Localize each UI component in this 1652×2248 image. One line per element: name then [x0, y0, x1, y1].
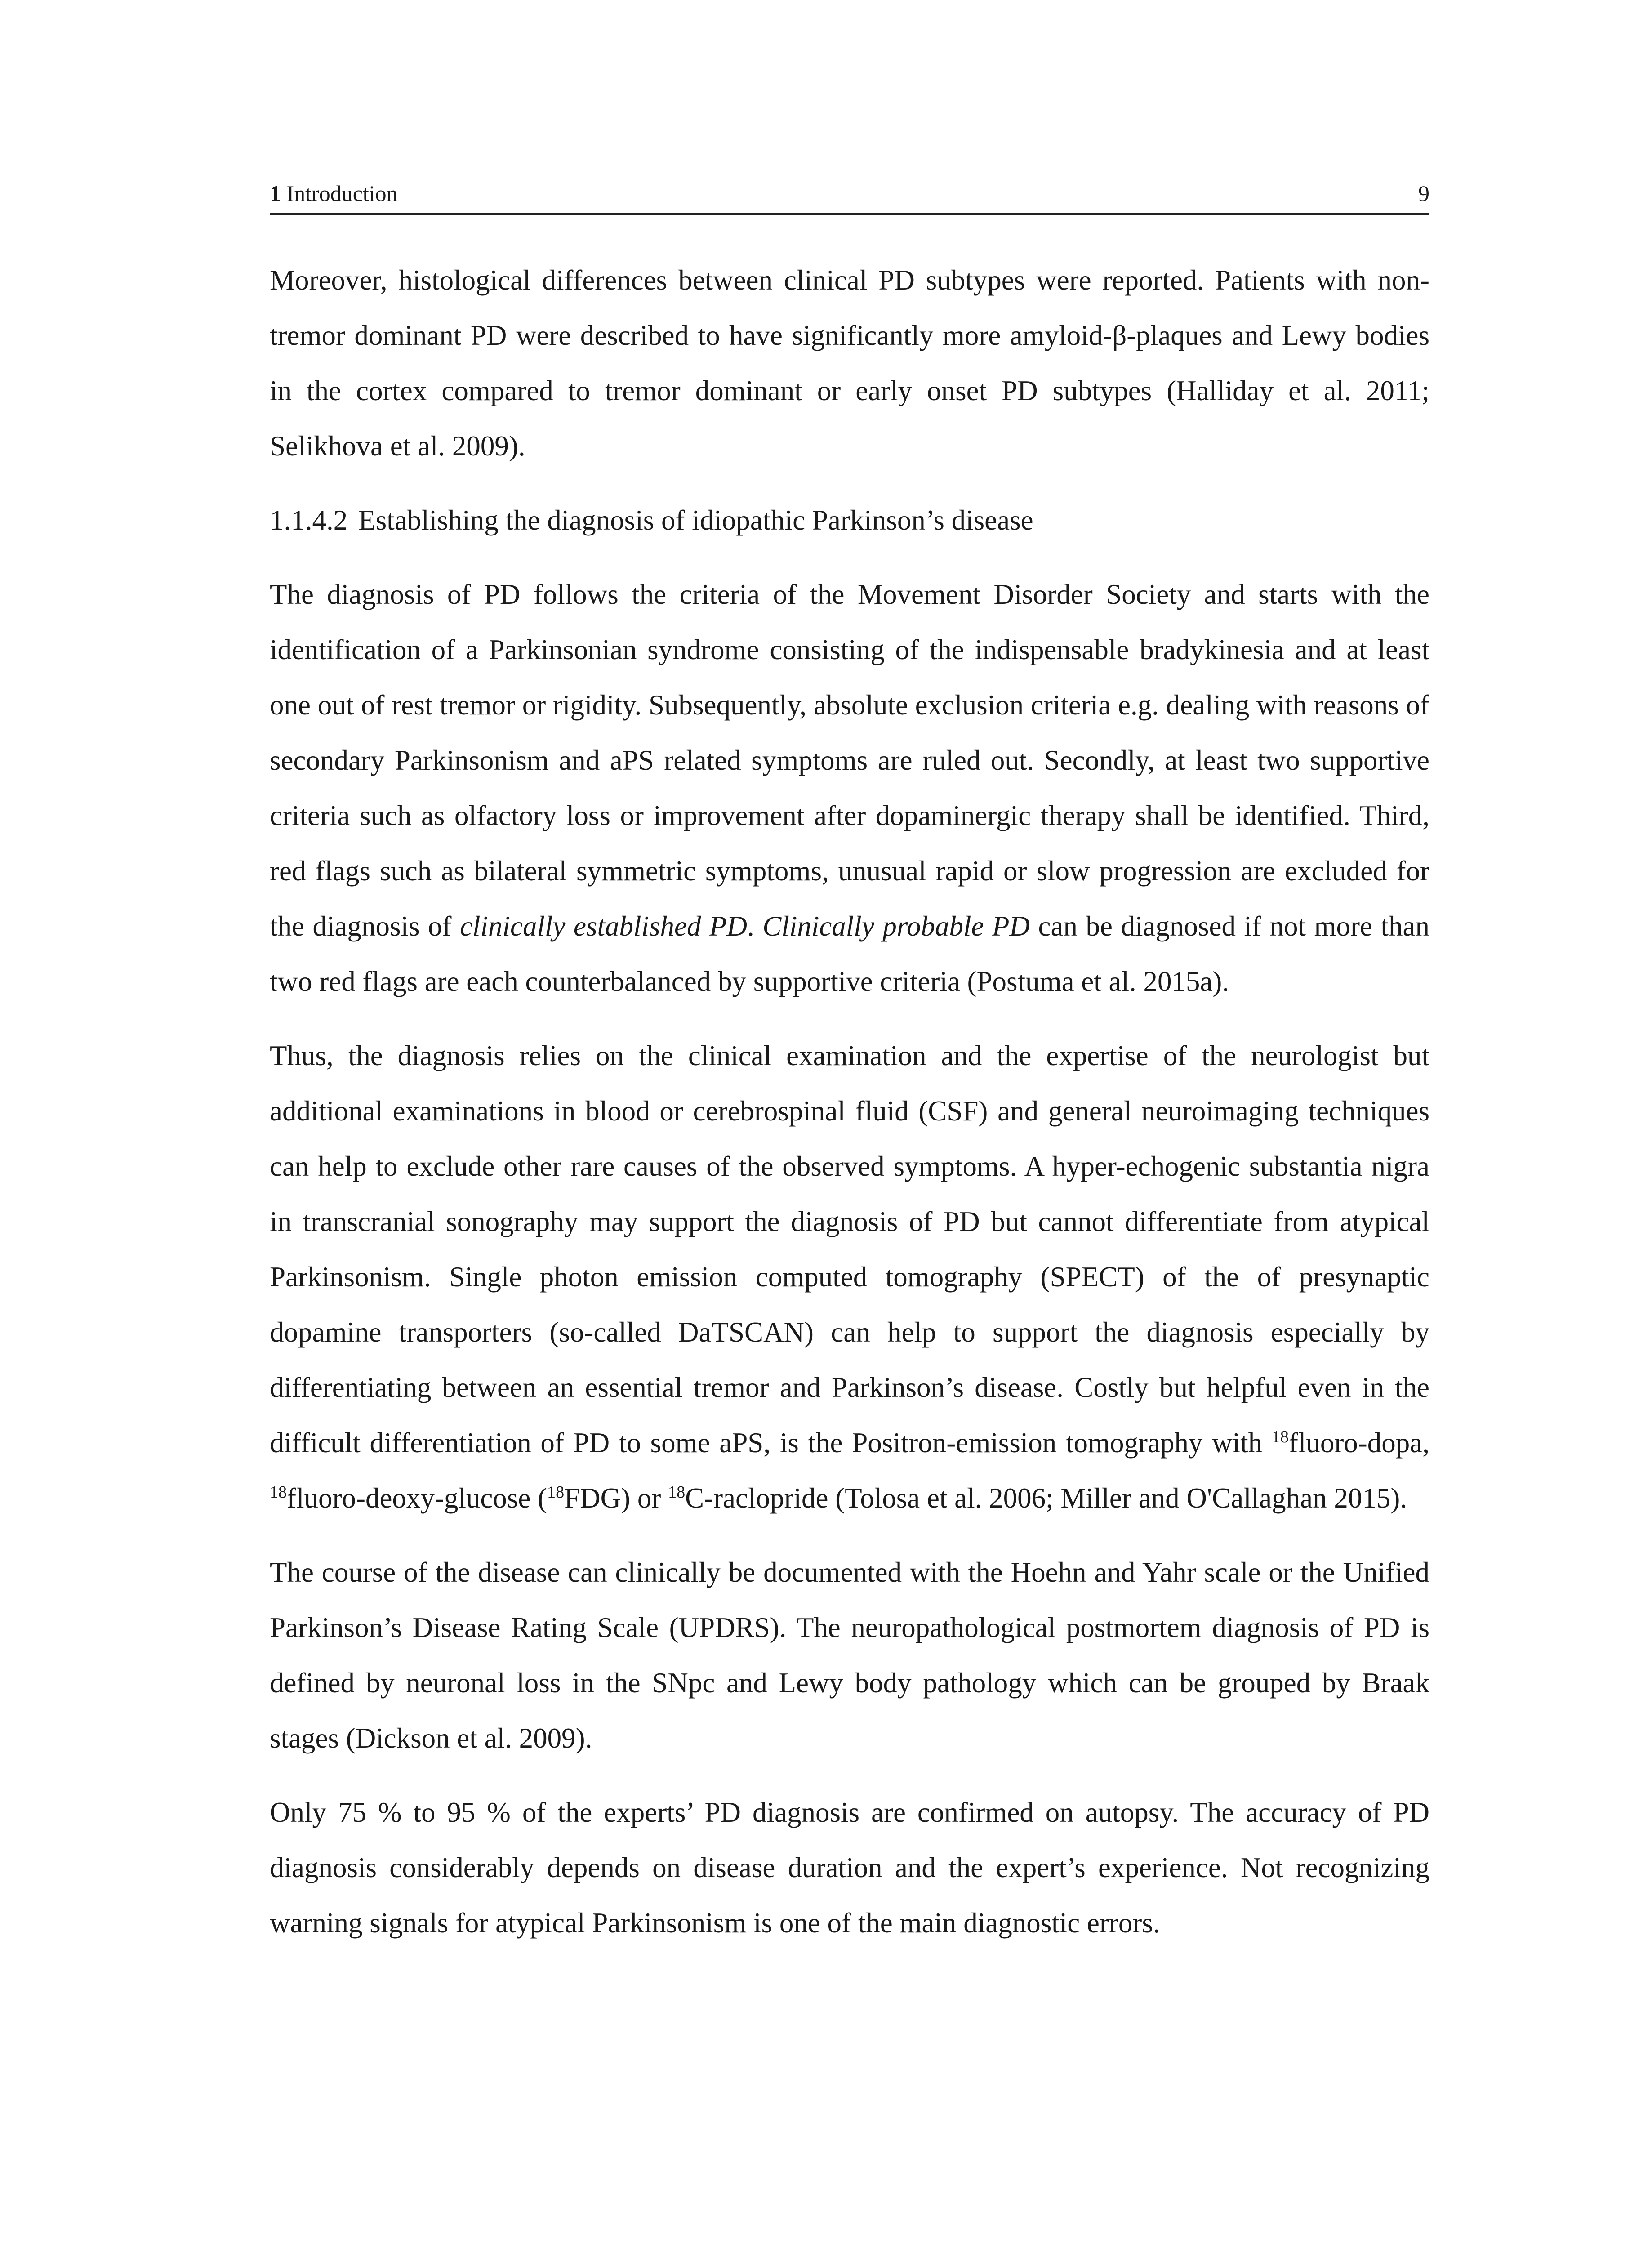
body-text [270, 253, 1429, 1951]
text-run: can be diagnosed if not more than two red flags are each counterbalanced by supportive criteria (Postuma et al. 2015a). [270, 910, 1429, 997]
paragraph-histological-differences: Moreover, histological differences between clinical PD subtypes were reported. Patients with non-tremor dominant PD were described to have significantly more amyloid-β-plaques and Lewy bodies in the cortex compared to tremor dominant or early onset PD subtypes (Halliday et al. 2011; Selikhova et al. 2009). [270, 264, 1429, 462]
isotope-superscript: 18 [270, 1483, 287, 1502]
isotope-superscript: 18 [668, 1483, 686, 1502]
text-run: fluoro-dopa, [1288, 1427, 1429, 1459]
chapter-heading [270, 180, 398, 207]
section-title: Establishing the diagnosis of idiopathic Parkinson’s disease [358, 504, 1033, 536]
section-number: 1.1.4.2 [270, 504, 348, 536]
italic-term: clinically established PD [460, 910, 748, 942]
text-run: . [747, 910, 763, 942]
text-run: Thus, the diagnosis relies on the clinical examination and the expertise of the neurologist but additional examinations in blood or cerebrospinal fluid (CSF) and general neuroimaging techniques can help to exclude other rare causes of the observed symptoms. A hyper-echogenic substantia nigra in transcranial sonography may support the diagnosis of PD but cannot differentiate from atypical Parkinsonism. Single photon emission computed tomography (SPECT) of the of presynaptic dopamine transporters (so-called DaTSCAN) can help to support the diagnosis especially by differentiating between an essential tremor and Parkinson’s disease. Costly but helpful even in the difficult differentiation of PD to some aPS, is the Positron-emission tomography with [270, 1040, 1429, 1459]
chapter-title: Introduction [286, 181, 398, 206]
section-heading [270, 493, 1429, 548]
chapter-number: 1 [270, 181, 281, 206]
isotope-superscript: 18 [1271, 1427, 1289, 1446]
text-run: The diagnosis of PD follows the criteria of the Movement Disorder Society and starts with the identification of a Parkinsonian syndrome consisting of the indispensable bradykinesia and at least one out of rest tremor or rigidity. Subsequently, absolute exclusion criteria e.g. dealing with reasons of secondary Parkinsonism and aPS related symptoms are ruled out. Secondly, at least two supportive criteria such as olfactory loss or improvement after dopaminergic therapy shall be identified. Third, red flags such as bilateral symmetric symptoms, unusual rapid or slow progression are excluded for the diagnosis of [270, 579, 1429, 942]
paragraph-disease-course: The course of the disease can clinically be documented with the Hoehn and Yahr scale or the Unified Parkinson’s Disease Rating Scale (UPDRS). The neuropathological postmortem diagnosis of PD is defined by neuronal loss in the SNpc and Lewy body pathology which can be grouped by Braak stages (Dickson et al. 2009). [270, 1557, 1429, 1754]
text-run: fluoro-deoxy-glucose ( [287, 1482, 548, 1514]
italic-term: Clinically probable PD [762, 910, 1030, 942]
page-number: 9 [1418, 181, 1429, 206]
paragraph-diagnosis-accuracy: Only 75 % to 95 % of the experts’ PD diagnosis are confirmed on autopsy. The accuracy of PD diagnosis considerably depends on disease duration and the expert’s experience. Not recognizing warning signals for atypical Parkinsonism is one of the main diagnostic errors. [270, 1797, 1429, 1939]
paragraph-diagnosis-criteria [270, 567, 1429, 1009]
running-header [270, 180, 1429, 215]
text-run: FDG) or [564, 1482, 668, 1514]
isotope-superscript: 18 [547, 1483, 565, 1502]
document-page [270, 180, 1429, 1970]
text-run: C-raclopride (Tolosa et al. 2006; Miller and O'Callaghan 2015). [685, 1482, 1407, 1514]
paragraph-diagnostic-examinations [270, 1028, 1429, 1526]
